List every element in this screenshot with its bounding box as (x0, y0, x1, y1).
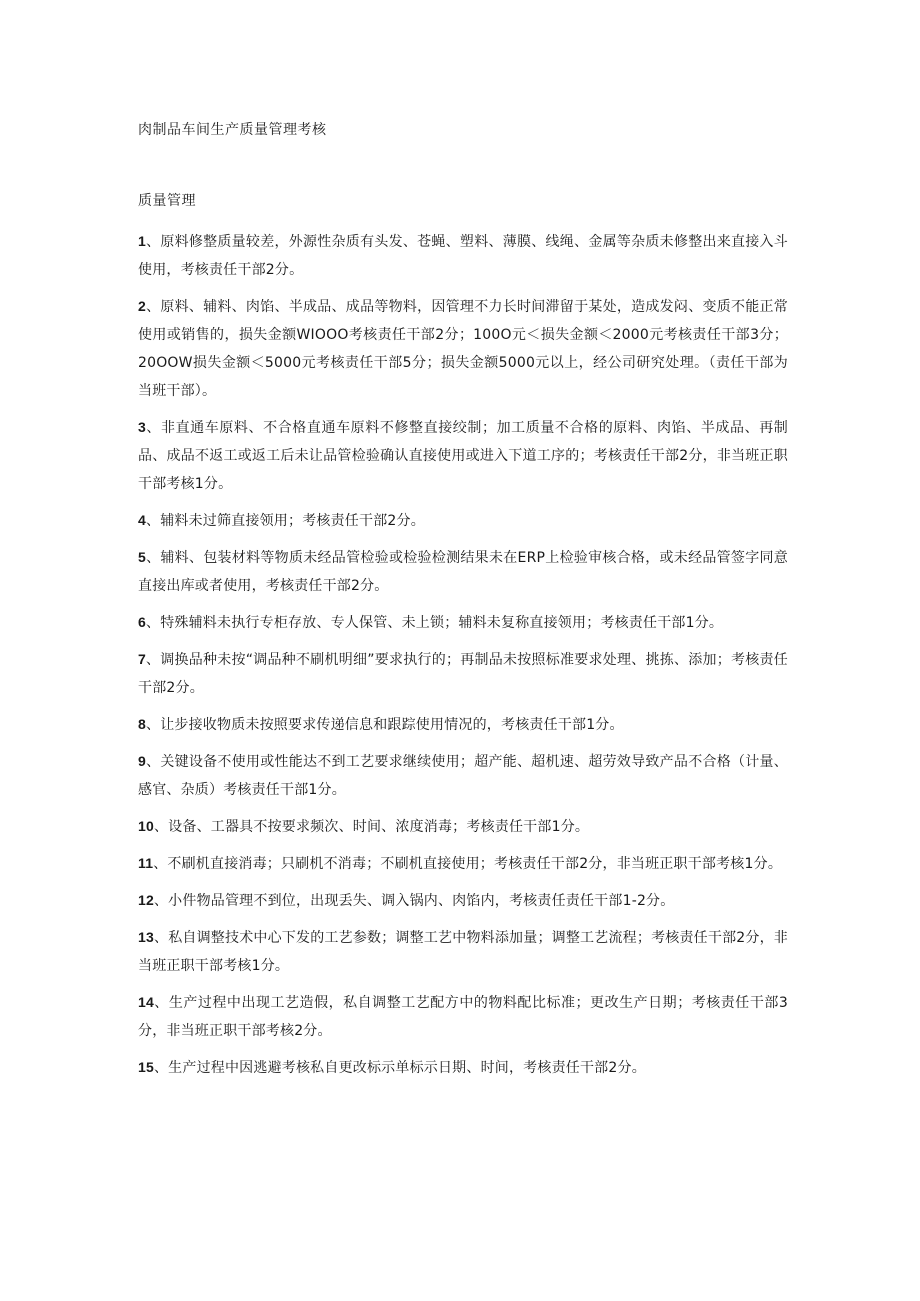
item-number: 11 (138, 855, 154, 871)
regulation-item (138, 292, 788, 405)
item-number: 7 (138, 651, 146, 667)
item-text: 、不刷机直接消毒；只刷机不消毒；不刷机直接使用；考核责任干部2分，非当班正职干部考核1分。 (153, 856, 783, 872)
regulation-item (138, 747, 788, 804)
item-number: 3 (138, 419, 146, 435)
regulation-item (138, 710, 788, 739)
item-text: 、让步接收物质未按照要求传递信息和跟踪使用情况的，考核责任干部1分。 (146, 717, 624, 733)
section-heading: 质量管理 (138, 193, 196, 209)
item-number: 2 (138, 298, 146, 314)
regulation-item (138, 506, 788, 535)
item-text: 、私自调整技术中心下发的工艺参数；调整工艺中物料添加量；调整工艺流程；考核责任干部2分，非当班正职干部考核1分。 (138, 930, 788, 974)
item-number: 15 (138, 1059, 154, 1075)
item-text: 、设备、工器具不按要求频次、时间、浓度消毒；考核责任干部1分。 (153, 819, 590, 835)
regulation-item (138, 923, 788, 980)
item-text: 、小件物品管理不到位，出现丢失、调入锅内、肉馅内，考核责任责任干部1-2分。 (153, 893, 675, 909)
item-number: 12 (138, 892, 154, 908)
regulation-item (138, 886, 788, 915)
item-number: 14 (138, 994, 154, 1010)
item-number: 13 (138, 929, 154, 945)
regulation-item (138, 227, 788, 284)
regulation-item (138, 608, 788, 637)
regulation-item (138, 849, 788, 878)
item-text: 、关键设备不使用或性能达不到工艺要求继续使用；超产能、超机速、超劳效导致产品不合格（计量、感官、杂质）考核责任干部1分。 (138, 754, 788, 798)
item-text: 、特殊辅料未执行专柜存放、专人保管、未上锁；辅料未复称直接领用；考核责任干部1分。 (146, 615, 724, 631)
item-text: 、原料、辅料、肉馅、半成品、成品等物料，因管理不力长时间滞留于某处，造成发闷、变质不能正常使用或销售的，损失金额WIOOO考核责任干部2分；100O元＜损失金额＜2000元考核责任干部3分；20OOW损失金额＜5000元考核责任干部5分；损失金额5000元以上，经公司研究处理。（责任干部为当班干部）。 (138, 299, 788, 399)
item-text: 、原料修整质量较差，外源性杂质有头发、苍蝇、塑料、薄膜、线绳、金属等杂质未修整出来直接入斗使用，考核责任干部2分。 (138, 234, 788, 278)
item-number: 10 (138, 818, 154, 834)
regulation-item (138, 413, 788, 498)
item-number: 1 (138, 233, 146, 249)
item-text: 、辅料未过筛直接领用；考核责任干部2分。 (146, 513, 425, 529)
item-text: 、生产过程中因逃避考核私自更改标示单标示日期、时间，考核责任干部2分。 (153, 1060, 646, 1076)
regulation-item (138, 543, 788, 600)
regulation-item (138, 645, 788, 702)
item-text: 、辅料、包装材料等物质未经品管检验或检验检测结果未在ERP上检验审核合格，或未经品管签字同意直接出库或者使用，考核责任干部2分。 (138, 550, 788, 594)
item-number: 9 (138, 753, 146, 769)
regulation-item (138, 812, 788, 841)
regulation-item (138, 988, 788, 1045)
item-number: 5 (138, 549, 146, 565)
item-number: 6 (138, 614, 146, 630)
regulation-list (138, 227, 788, 1090)
item-text: 、调换品种未按“调品种不刷机明细”要求执行的；再制品未按照标准要求处理、挑拣、添加；考核责任干部2分。 (138, 652, 788, 696)
document-title: 肉制品车间生产质量管理考核 (138, 122, 327, 138)
regulation-item (138, 1053, 788, 1082)
item-text: 、生产过程中出现工艺造假，私自调整工艺配方中的物料配比标准；更改生产日期；考核责任干部3分，非当班正职干部考核2分。 (138, 995, 788, 1039)
item-text: 、非直通车原料、不合格直通车原料不修整直接绞制；加工质量不合格的原料、肉馅、半成品、再制品、成品不返工或返工后未让品管检验确认直接使用或进入下道工序的；考核责任干部2分，非当班正职干部考核1分。 (138, 420, 788, 492)
item-number: 4 (138, 512, 146, 528)
item-number: 8 (138, 716, 146, 732)
